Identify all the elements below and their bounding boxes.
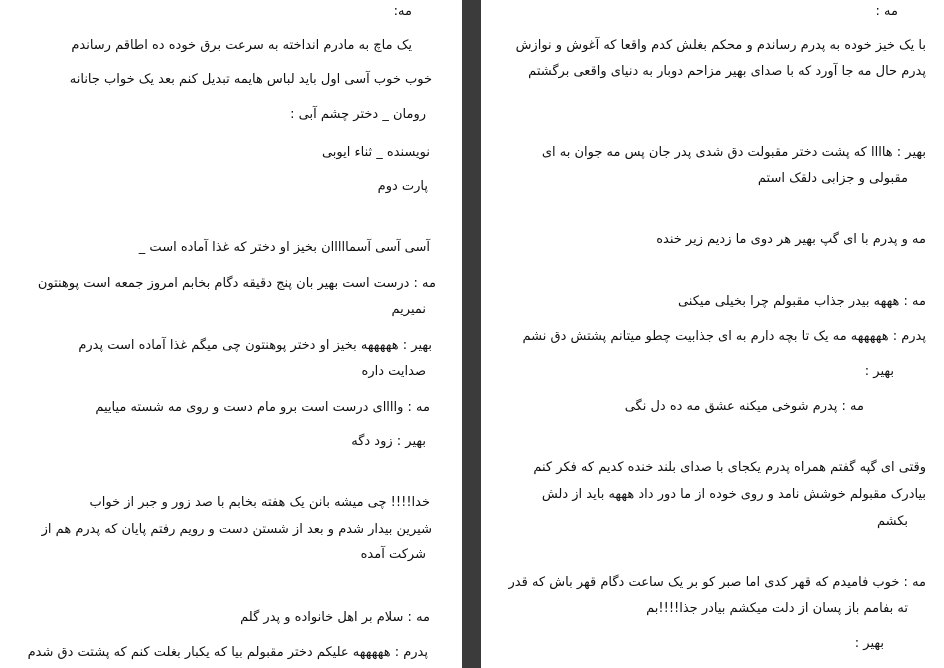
text-line: مه : درست است بهیر بان پنج دقیقه دگام بخابم امروز جمعه است پوهنتون <box>37 276 436 291</box>
text-line: بیادرک مقبولم خوشش نامد و روی خوده از ما دور داد هههه باید از دلش <box>541 487 926 502</box>
text-line: ته بفامم باز پسان از دلت میکشم بیادر جذا!!!!بم <box>646 601 908 616</box>
text-line: خوب خوب آسی اول باید لباس هایمه تبدیل کنم بعد یک خواب جانانه <box>69 72 432 87</box>
text-line: خدا!!!! چی میشه بانن یک هفته بخابم با صد زور و جبر از خواب <box>89 495 430 510</box>
text-line: مه : هههه بیدر جذاب مقبولم چرا بخیلی میکنی <box>677 294 926 309</box>
text-line: شرکت آمده <box>360 547 426 562</box>
text-line: آسی آسی آسمااااان بخیز او دختر که غذا آماده است _ <box>138 240 430 255</box>
text-line: پدرم حال مه جا آورد که با صدای بهیر مزاحم دوبار به دنیای واقعی برگشتم <box>528 64 926 79</box>
text-line: بهیر : <box>854 636 884 651</box>
text-line: پدرم : هههههه مه یک تا بچه دارم به ای جذابیت چطو میتانم پشتش دق نشم <box>522 329 926 344</box>
text-line: مه و پدرم با ای گپ بهیر هر دوی ما زدیم زیر خنده <box>656 232 926 247</box>
text-line: بهیر : <box>864 364 894 379</box>
text-line: با یک خیز خوده به پدرم رساندم و محکم بغلش کدم واقعا که آغوش و نوازش <box>515 38 926 53</box>
text-line: مه : <box>875 4 898 19</box>
text-line: مه : واااای درست است برو مام دست و روی مه شسته میاییم <box>95 400 430 415</box>
text-line: وقتی ای گپه گفتم همراه پدرم یکجای با صدای بلند خنده کدیم که فکر کنم <box>533 460 926 475</box>
text-line: نویسنده _ ثناء ایوبی <box>321 145 430 160</box>
document-page-left <box>0 0 462 668</box>
text-line: شیرین بیدار شدم و بعد از شستن دست و رویم رفتم پایان که پدرم هم از <box>41 522 432 537</box>
text-line: مه : پدرم شوخی میکنه عشق مه ده دل نگی <box>624 399 864 414</box>
text-line: نمیریم <box>391 302 426 317</box>
text-line: پارت دوم <box>377 179 428 194</box>
text-line: بهیر : هههههه بخیز او دختر پوهنتون چی میگم غذا آماده است پدرم <box>78 338 432 353</box>
text-line: بهیر : زود دگه <box>351 434 426 449</box>
text-line: مه: <box>393 4 412 19</box>
document-page-right <box>481 0 944 668</box>
text-line: مه : سلام بر اهل خانواده و پدر گلم <box>240 610 430 625</box>
text-line: مقبولی و جزابی دلقک استم <box>757 171 908 186</box>
text-line: رومان _ دختر چشم آبی : <box>290 107 426 122</box>
text-line: مه : خوب فامیدم که قهر کدی اما صبر کو بر یک ساعت دگام قهر باش که قدر <box>508 575 926 590</box>
text-line: صدایت داره <box>361 364 426 379</box>
text-line: بهیر : هاااا که پشت دختر مقبولت دق شدی پدر جان پس مه جوان به ای <box>541 145 926 160</box>
text-line: بکشم <box>876 514 908 529</box>
text-line: پدرم : هههههه علیکم دختر مقبولم بیا که یکبار بغلت کنم که پشتت دق شدم <box>27 645 428 660</box>
text-line: یک ماچ به مادرم انداخته به سرعت برق خوده ده اطاقم رساندم <box>71 38 412 53</box>
